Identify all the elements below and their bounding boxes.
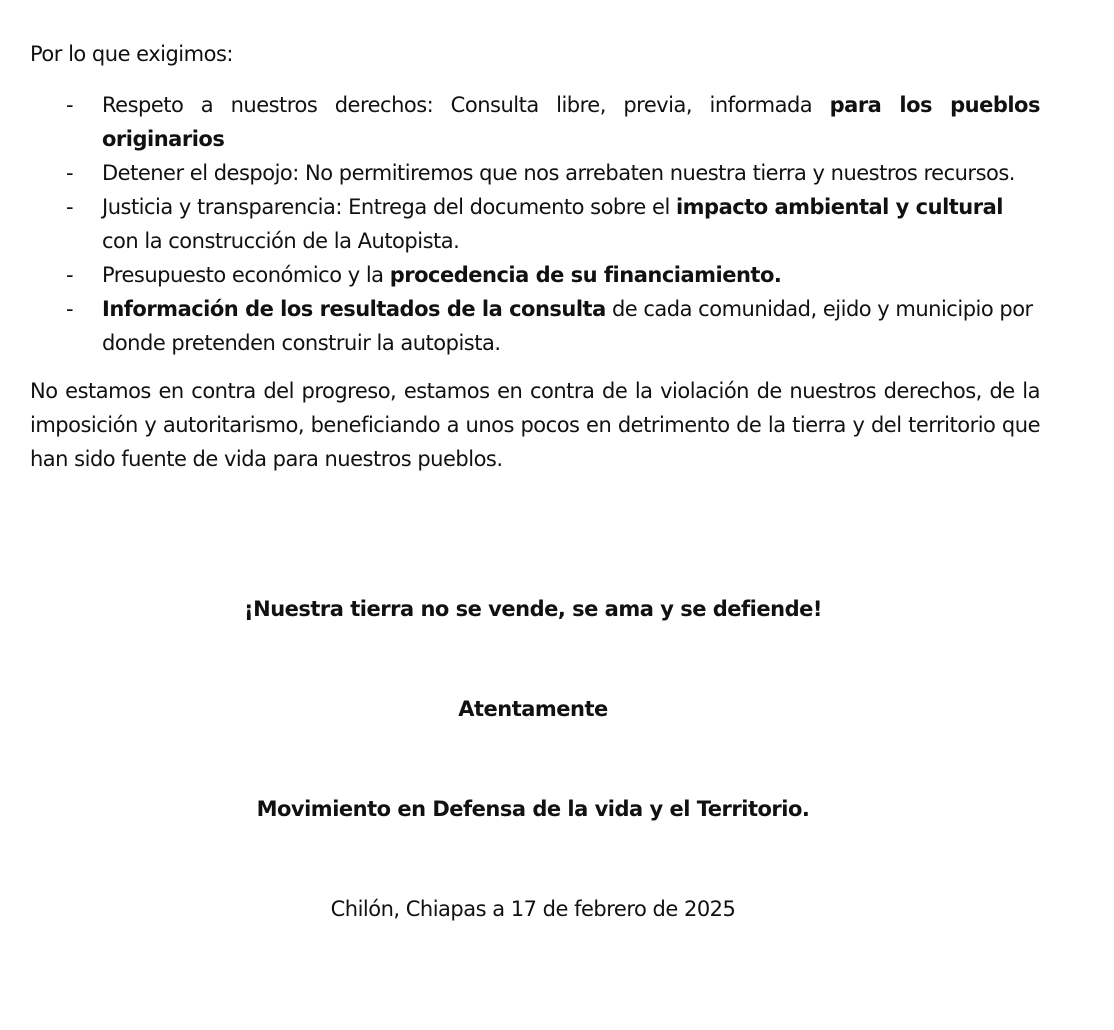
closing-paragraph: No estamos en contra del progreso, estamos en contra de la violación de nuestros derechos, de la imposición y autoritarismo, beneficiando a unos pocos en detrimento de la tierra y del territorio que han sido fuente de vida para nuestros pueblos. [30, 379, 1040, 471]
demand-text: Respeto a nuestros derechos: Consulta libre, previa, informada [102, 93, 830, 117]
place-date: Chilón, Chiapas a 17 de febrero de 2025 [330, 897, 736, 921]
demand-text: Detener el despojo: No permitiremos que nos arrebaten nuestra tierra y nuestros recursos. [102, 161, 1015, 185]
list-dash: - [66, 297, 74, 321]
demand-item [30, 88, 1040, 156]
demand-tail-text: con la construcción de la Autopista. [102, 229, 460, 253]
intro-text: Por lo que exigimos: [30, 42, 233, 66]
demand-item [30, 258, 1040, 292]
list-dash: - [66, 161, 74, 185]
list-dash: - [66, 263, 74, 287]
demand-bold-text: procedencia de su financiamiento. [389, 263, 782, 287]
list-dash: - [66, 93, 74, 117]
list-dash: - [66, 195, 74, 219]
demand-text: Presupuesto económico y la [102, 263, 390, 287]
demand-bold-text: Información de los resultados de la consulta [102, 297, 606, 321]
signature-salutation: Atentamente [458, 697, 608, 721]
demand-tail-text: de cada comunidad, ejido y municipio por donde pretenden construir la autopista. [102, 297, 1033, 355]
demand-bold-text: impacto ambiental y cultural [675, 195, 1003, 219]
demand-text: Justicia y transparencia: Entrega del documento sobre el [102, 195, 676, 219]
demand-bold-text: para los pueblos originarios [102, 93, 1040, 151]
demand-item [30, 156, 1040, 190]
demand-item [30, 190, 1040, 258]
demand-item [30, 292, 1040, 360]
organization-name: Movimiento en Defensa de la vida y el Territorio. [256, 797, 810, 821]
demands-list [30, 88, 1040, 360]
slogan: ¡Nuestra tierra no se vende, se ama y se defiende! [244, 597, 822, 621]
